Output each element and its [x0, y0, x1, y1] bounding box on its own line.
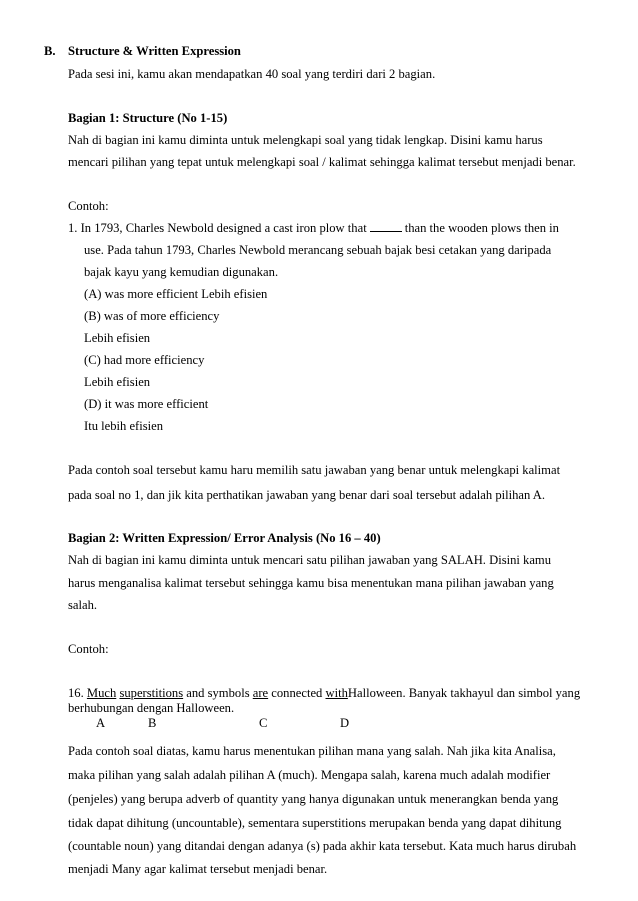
question-16-text: connected [271, 686, 323, 700]
option-d-word: with [325, 686, 348, 700]
part2-explain-line: tidak dapat dihitung (uncountable), sementara superstitions merupakan benda yang dapat dihitung [68, 816, 562, 830]
answer-blank [370, 221, 402, 232]
section-number: B. [44, 44, 56, 58]
part1-explain-line2: pada soal no 1, dan jik kita perthatikan jawaban yang benar dari soal tersebut adalah pilihan A. [68, 488, 546, 502]
question-16-text: and symbols [186, 686, 250, 700]
question-1-text-pre: 1. In 1793, Charles Newbold designed a cast iron plow that [68, 221, 367, 235]
part2-desc-line3: salah. [68, 598, 98, 612]
part1-desc-line2: mencari pilihan yang tepat untuk melengkapi soal / kalimat sehingga kalimat tersebut menjadi benar. [68, 155, 576, 169]
option-letter-b: B [148, 716, 157, 730]
option-c-word: are [252, 686, 269, 700]
part2-heading: Bagian 2: Written Expression/ Error Analysis (No 16 – 40) [68, 531, 381, 545]
part1-example-label: Contoh: [68, 199, 109, 213]
section-intro: Pada sesi ini, kamu akan mendapatkan 40 soal yang terdiri dari 2 bagian. [68, 67, 436, 81]
option-letter-c: C [259, 716, 268, 730]
part2-desc-line2: harus menganalisa kalimat tersebut sehingga kamu bisa menentukan mana pilihan jawaban yang [68, 576, 554, 590]
option-line: Lebih efisien [84, 331, 151, 345]
option-line: (D) it was more efficient [84, 397, 209, 411]
option-line: Lebih efisien [84, 375, 151, 389]
option-a-word: Much [86, 686, 117, 700]
part2-explain-line: menjadi Many agar kalimat tersebut menjadi benar. [68, 862, 328, 876]
option-line: (C) had more efficiency [84, 353, 205, 367]
option-letter-a: A [96, 716, 106, 730]
section-title: Structure & Written Expression [68, 44, 241, 58]
part1-explain-line1: Pada contoh soal tersebut kamu haru memilih satu jawaban yang benar untuk melengkapi kalimat [68, 463, 561, 477]
option-b-word: superstitions [119, 686, 184, 700]
option-line: (A) was more efficient Lebih efisien [84, 287, 268, 301]
question-1-text-post: than the wooden plows then in [404, 221, 559, 235]
question-16-line2: berhubungan dengan Halloween. [68, 701, 235, 715]
question-16-text: Halloween. Banyak takhayul dan simbol yang [347, 686, 581, 700]
question-1-line2: use. Pada tahun 1793, Charles Newbold merancang sebuah bajak besi cetakan yang daripada [84, 243, 552, 257]
option-line: Itu lebih efisien [84, 419, 164, 433]
part2-explain-line: maka pilihan yang salah adalah pilihan A (much). Mengapa salah, karena much adalah modifier [68, 768, 551, 782]
question-1-line1 [68, 220, 559, 236]
part1-desc-line1: Nah di bagian ini kamu diminta untuk melengkapi soal yang tidak lengkap. Disini kamu harus [68, 133, 543, 147]
part2-explain-line: (penjeles) yang berupa adverb of quantity yang hanya digunakan untuk menerangkan benda yang [68, 792, 559, 806]
part2-desc-line1: Nah di bagian ini kamu diminta untuk mencari satu pilihan jawaban yang SALAH. Disini kamu [68, 553, 552, 567]
part2-explain-line: (countable noun) yang ditandai dengan adanya (s) pada akhir kata tersebut. Kata much harus dirubah [68, 839, 577, 853]
option-letter-d: D [340, 716, 350, 730]
part2-explain-line: Pada contoh soal diatas, kamu harus menentukan pilihan mana yang salah. Nah jika kita Analisa, [68, 744, 556, 758]
option-line: (B) was of more efficiency [84, 309, 220, 323]
question-16-line1 [68, 685, 580, 701]
question-16-number: 16. [68, 686, 84, 700]
part2-example-label: Contoh: [68, 642, 109, 656]
part1-heading: Bagian 1: Structure (No 1-15) [68, 111, 228, 125]
question-1-line3: bajak kayu yang kemudian digunakan. [84, 265, 279, 279]
